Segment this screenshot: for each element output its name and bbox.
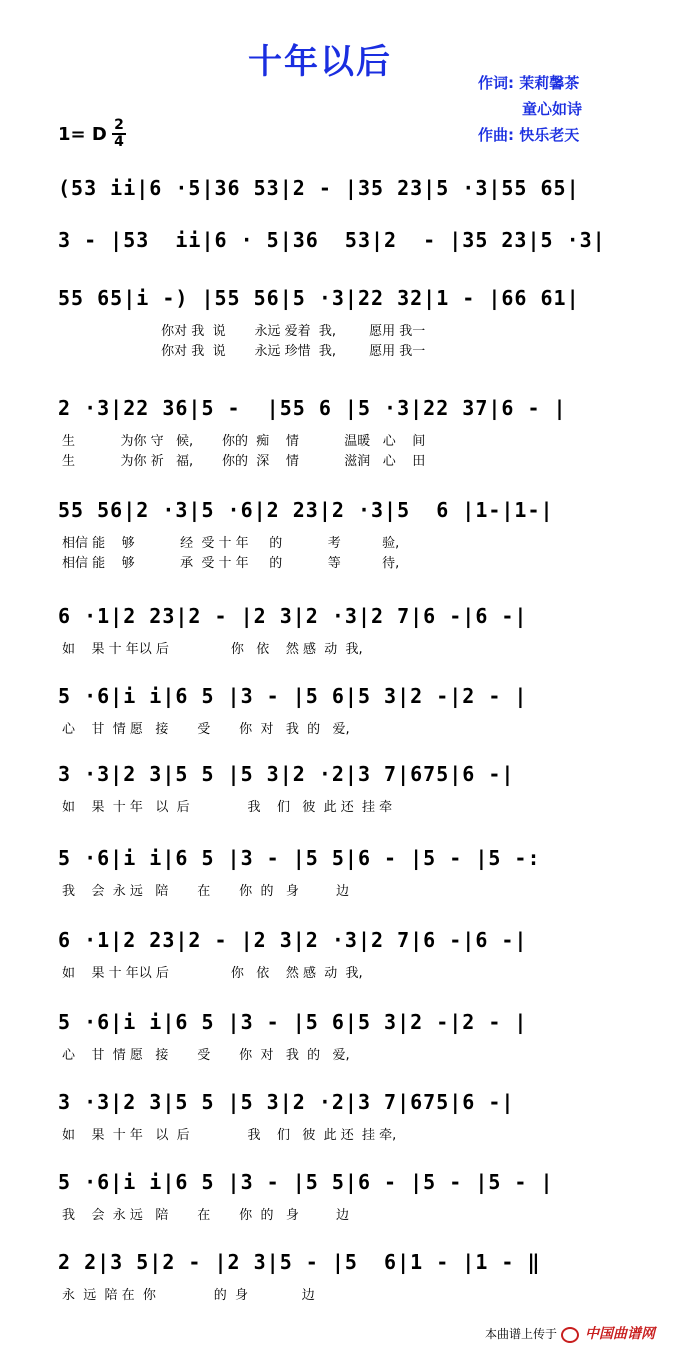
staff-line-3: 55 65|i -) |55 56|5 ·3|22 32|1 - |66 61| [58,286,580,310]
lyric-line-3-1: 你对 我 说 永远 爱着 我, 愿用 我一 [62,324,426,339]
staff-line-12: 3 ·3|2 3|5 5 |5 3|2 ·2|3 7|675|6 -| [58,1090,515,1114]
time-signature [112,118,126,150]
staff-line-14: 2 2|3 5|2 - |2 3|5 - |5 6|1 - |1 - ‖ [58,1250,541,1274]
lyricist-label: 作词: [478,74,514,92]
staff-line-1: (53 ii|6 ·5|36 53|2 - |35 23|5 ·3|55 65| [58,176,580,200]
lyric-line-10-1: 如 果 十 年以 后 你 依 然 感 动 我, [62,966,363,981]
lyric-line-12-1: 如 果 十 年 以 后 我 们 彼 此 还 挂 牵, [62,1128,397,1143]
lyricist-2: 童心如诗 [522,100,583,118]
lyric-line-6-1: 如 果 十 年以 后 你 依 然 感 动 我, [62,642,363,657]
footer [485,1323,655,1343]
composer: 快乐老天 [519,126,580,144]
lyric-line-5-1: 相信 能 够 经 受 十 年 的 考 验, [62,536,400,551]
lyric-line-7-1: 心 甘 情 愿 接 受 你 对 我 的 爱, [62,722,350,737]
lyric-line-14-1: 永 远 陪 在 你 的 身 边 [62,1288,315,1303]
site-logo: 中国曲谱网 [585,1326,656,1342]
lyric-line-13-1: 我 会 永 远 陪 在 你 的 身 边 [62,1208,350,1223]
footer-text: 本曲谱上传于 [485,1327,558,1341]
lyric-line-5-2: 相信 能 够 承 受 十 年 的 等 待, [62,556,400,571]
lyric-line-8-1: 如 果 十 年 以 后 我 们 彼 此 还 挂 牵 [62,800,393,815]
staff-line-2: 3 - |53 ii|6 · 5|36 53|2 - |35 23|5 ·3| [58,228,606,252]
staff-line-13: 5 ·6|i i|6 5 |3 - |5 5|6 - |5 - |5 - | [58,1170,554,1194]
staff-line-10: 6 ·1|2 23|2 - |2 3|2 ·3|2 7|6 -|6 -| [58,928,528,952]
staff-line-5: 55 56|2 ·3|5 ·6|2 23|2 ·3|5 6 |1-|1-| [58,498,554,522]
staff-line-8: 3 ·3|2 3|5 5 |5 3|2 ·2|3 7|675|6 -| [58,762,515,786]
site-logo-icon [561,1327,579,1343]
staff-line-11: 5 ·6|i i|6 5 |3 - |5 6|5 3|2 -|2 - | [58,1010,528,1034]
time-signature-bottom: 4 [114,134,124,150]
key-signature: 1= D [58,124,107,145]
lyric-line-4-2: 生 为你 祈 福, 你的 深 情 滋润 心 田 [62,454,426,469]
lyric-line-9-1: 我 会 永 远 陪 在 你 的 身 边 [62,884,350,899]
staff-line-7: 5 ·6|i i|6 5 |3 - |5 6|5 3|2 -|2 - | [58,684,528,708]
lyric-line-4-1: 生 为你 守 候, 你的 痴 情 温暖 心 间 [62,434,426,449]
staff-line-6: 6 ·1|2 23|2 - |2 3|2 ·3|2 7|6 -|6 -| [58,604,528,628]
time-signature-top: 2 [114,117,124,133]
staff-line-9: 5 ·6|i i|6 5 |3 - |5 5|6 - |5 - |5 -: [58,846,541,870]
lyric-line-3-2: 你对 我 说 永远 珍惜 我, 愿用 我一 [62,344,426,359]
lyric-line-11-1: 心 甘 情 愿 接 受 你 对 我 的 爱, [62,1048,350,1063]
credits [478,70,582,148]
song-title: 十年以后 [248,42,392,82]
lyricist-1: 茉莉馨茶 [519,74,580,92]
staff-line-4: 2 ·3|22 36|5 - |55 6 |5 ·3|22 37|6 - | [58,396,567,420]
composer-label: 作曲: [478,126,514,144]
